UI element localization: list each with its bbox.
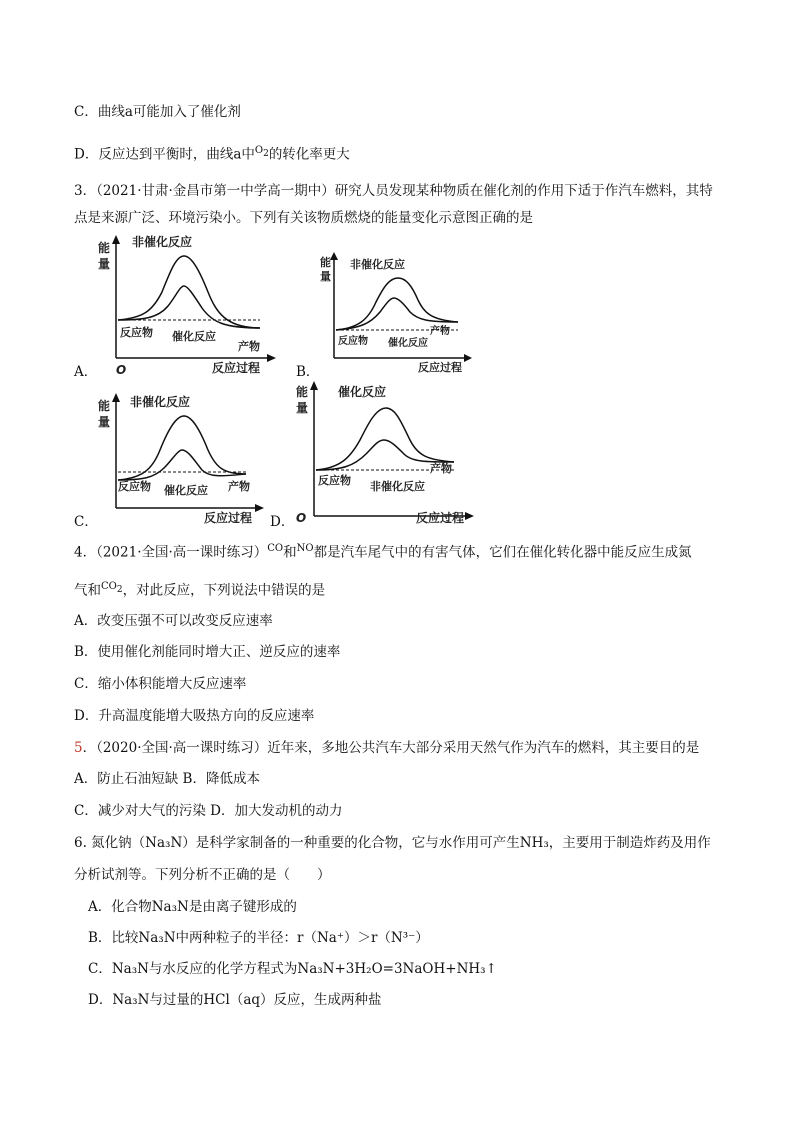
diagram-d-ylabel1: 能 xyxy=(296,385,309,399)
diagram-c-ylabel2: 量 xyxy=(98,415,111,429)
q5-stem: 5．（2020·全国·高一课时练习）近年来，多地公共汽车大部分采用天然气作为汽车的燃料，其主要目的是 xyxy=(74,740,700,756)
diagram-a-top-label: 非催化反应 xyxy=(132,235,193,249)
q3-option-b-label: B． xyxy=(296,364,320,380)
diagram-a-ylabel2: 量 xyxy=(98,257,111,271)
q3-diagram-d xyxy=(292,378,482,524)
q5-options-ab: A．防止石油短缺 B．降低成本 xyxy=(74,771,260,787)
q4-stem-line2: 气和$^{CO_2}$，对此反应，下列说法中错误的是 xyxy=(74,581,326,599)
q4-stem-line1: 4．（2021·全国·高一课时练习）$^{CO}$和$^{NO}$都是汽车尾气中的有害气体，它们在催化转化器中能反应生成氮 xyxy=(74,543,692,561)
q3-diagram-b xyxy=(318,250,478,374)
diagram-d-product-label: 产物 xyxy=(430,462,452,475)
diagram-b-reactant-label: 反应物 xyxy=(338,336,368,347)
diagram-a-ylabel1: 能 xyxy=(98,241,111,255)
diagram-c-reactant-label: 反应物 xyxy=(118,480,151,493)
q3-stem-line1: 3．（2021·甘肃·金昌市第一中学高一期中）研究人员发现某种物质在催化剂的作用下适于作汽车燃料，其特 xyxy=(74,183,713,199)
diagram-d-ylabel2: 量 xyxy=(296,401,309,415)
diagram-a-product-label: 产物 xyxy=(238,340,260,353)
diagram-c-xlabel: 反应过程 xyxy=(204,511,253,525)
diagram-a-xlabel: 反应过程 xyxy=(212,361,261,375)
diagram-b-ylabel1: 能 xyxy=(320,256,331,269)
q6-stem-line2: 分析试剂等。下列分析不正确的是（ ） xyxy=(74,867,331,883)
q6-option-d: D．Na₃N与过量的HCl（aq）反应，生成两种盐 xyxy=(88,992,382,1008)
diagram-d-origin: O xyxy=(296,511,307,524)
diagram-c-product-label: 产物 xyxy=(228,480,250,493)
q4-option-d: D．升高温度能增大吸热方向的反应速率 xyxy=(74,708,315,724)
q5-options-cd: C．减少对大气的污染 D．加大发动机的动力 xyxy=(74,803,343,819)
diagram-a-reactant-label: 反应物 xyxy=(120,326,153,339)
diagram-b-ylabel2: 量 xyxy=(320,270,331,283)
q2-option-c: C．曲线a可能加入了催化剂 xyxy=(74,104,241,120)
diagram-c-ylabel1: 能 xyxy=(98,399,111,413)
q6-option-c: C．Na₃N与水反应的化学方程式为Na₃N+3H₂O=3NaOH+NH₃↑ xyxy=(88,961,497,977)
diagram-c-lower-label: 催化反应 xyxy=(164,484,208,497)
diagram-b-top-label: 非催化反应 xyxy=(350,258,405,271)
diagram-b-product-label: 产物 xyxy=(430,326,450,337)
diagram-b-lower-label: 催化反应 xyxy=(388,338,428,349)
q2-option-d: D．反应达到平衡时，曲线a中$^{O_2}$的转化率更大 xyxy=(74,145,350,163)
diagram-a-origin: O xyxy=(116,363,127,376)
diagram-d-xlabel: 反应过程 xyxy=(416,511,465,524)
diagram-d-lower-label: 非催化反应 xyxy=(370,480,425,493)
diagram-c-top-label: 非催化反应 xyxy=(130,395,191,409)
q3-diagram-c xyxy=(92,390,272,526)
q3-option-a-label: A． xyxy=(74,364,98,380)
diagram-d-reactant-label: 反应物 xyxy=(318,474,351,487)
q4-option-b: B．使用催化剂能同时增大正、逆反应的速率 xyxy=(74,644,341,660)
diagram-d-top-label: 催化反应 xyxy=(338,385,387,399)
q4-option-a: A．改变压强不可以改变反应速率 xyxy=(74,613,273,629)
q3-option-d-label: D． xyxy=(270,514,295,530)
q3-option-c-label: C． xyxy=(74,514,98,530)
diagram-a-lower-label: 催化反应 xyxy=(172,330,216,343)
q3-diagram-a xyxy=(92,232,282,376)
q6-option-b: B．比较Na₃N中两种粒子的半径：r（Na⁺）＞r（N³⁻） xyxy=(88,930,429,946)
q3-stem-line2: 点是来源广泛、环境污染小。下列有关该物质燃烧的能量变化示意图正确的是 xyxy=(74,210,533,226)
q6-stem-line1: 6. 氮化钠（Na₃N）是科学家制备的一种重要的化合物，它与水作用可产生NH₃，主要用于制造炸药及用作 xyxy=(74,835,711,851)
q4-option-c: C．缩小体积能增大反应速率 xyxy=(74,676,247,692)
diagram-b-xlabel: 反应过程 xyxy=(418,361,462,374)
q6-option-a: A．化合物Na₃N是由离子键形成的 xyxy=(88,899,297,915)
